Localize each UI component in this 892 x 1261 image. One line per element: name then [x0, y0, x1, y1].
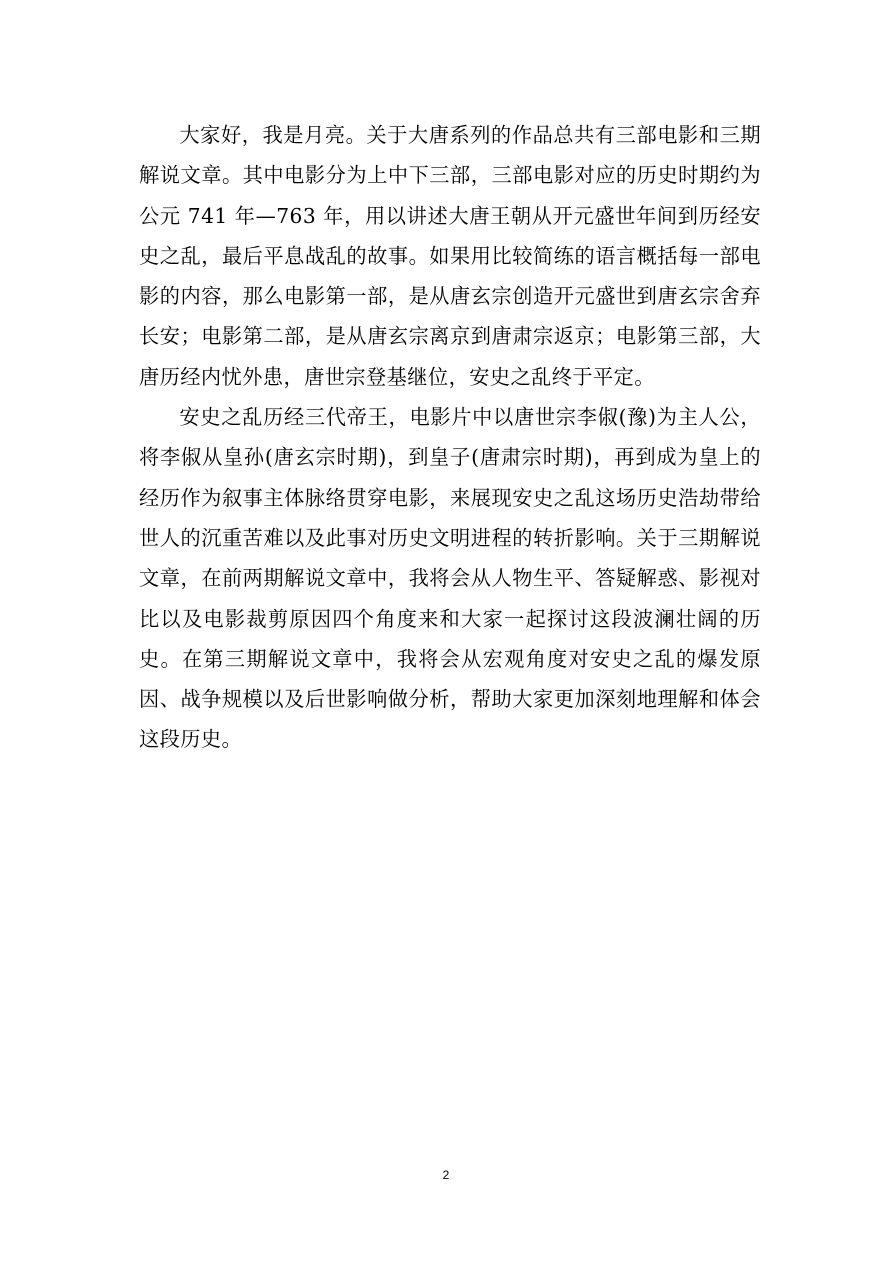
paragraph-summary: 安史之乱历经三代帝王，电影片中以唐世宗李俶(豫)为主人公，将李俶从皇孙(唐玄宗时期)，到皇子(唐肃宗时期)，再到成为皇上的经历作为叙事主体脉络贯穿电影，来展现安史之乱这场历史浩劫带给世人的沉重苦难以及此事对历史文明进程的转折影响。关于三期解说文章，在前两期解说文章中，我将会从人物生平、答疑解惑、影视对比以及电影裁剪原因四个角度来和大家一起探讨这段波澜壮阔的历史。在第三期解说文章中，我将会从宏观角度对安史之乱的爆发原因、战争规模以及后世影响做分析，帮助大家更加深刻地理解和体会这段历史。 — [139, 405, 761, 752]
page-number: 2 — [442, 1168, 450, 1182]
paragraph-intro: 大家好，我是月亮。关于大唐系列的作品总共有三部电影和三期解说文章。其中电影分为上中下三部，三部电影对应的历史时期约为公元 741 年—763 年，用以讲述大唐王朝从开元盛世年间到历经安史之乱，最后平息战乱的故事。如果用比较简练的语言概括每一部电影的内容，那么电影第一部，是从唐玄宗创造开元盛世到唐玄宗舍弃长安；电影第二部，是从唐玄宗离京到唐肃宗返京；电影第三部，大唐历经内忧外患，唐世宗登基继位，安史之乱终于平定。 — [139, 123, 761, 389]
body-text — [139, 115, 761, 760]
